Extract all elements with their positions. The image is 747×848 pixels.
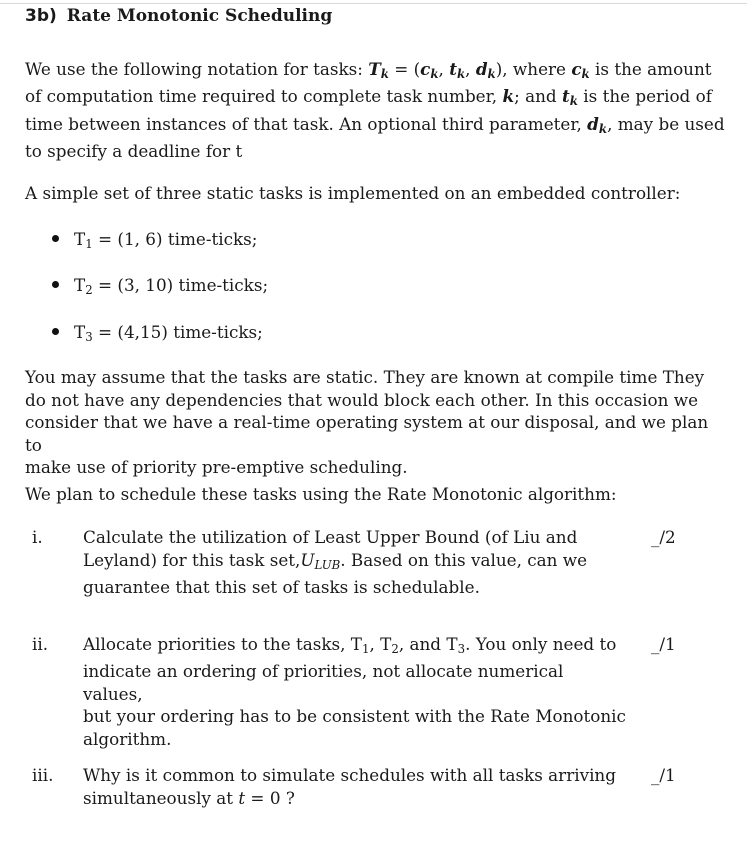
section-heading	[25, 6, 332, 26]
bullet-icon	[52, 281, 59, 288]
plan-text: We plan to schedule these tasks using the Rate Monotonic algorithm:	[25, 484, 617, 504]
question-1-text: Calculate the utilization of Least Upper Bound (of Liu and Leyland) for this task $set,U_{LUB}$. Based on this value, can we guarantee that this set of tasks is schedulable.	[83, 527, 588, 597]
top-divider	[0, 3, 747, 4]
question-3-number: iii.	[32, 765, 54, 785]
question-2-marks: _/1	[651, 634, 676, 654]
bullet-icon	[52, 235, 59, 242]
task-item-3: $T_3 = (4,15)$ time-ticks;	[52, 321, 263, 348]
intro-line-3: time between instances of that task. An optional third parameter, $d_k$, may be used	[25, 113, 725, 136]
question-3-text: Why is it common to simulate schedules with all tasks arriving simultaneously at t = 0 ?	[83, 765, 616, 808]
notation-paragraph	[25, 58, 725, 163]
intro-line-2: of computation time required to complete task number, k; and $t_k$ is the period of	[25, 86, 712, 109]
question-3-marks: _/1	[651, 765, 676, 785]
question-1-marks: _/2	[651, 527, 676, 547]
tasks-intro: A simple set of three static tasks is implemented on an embedded controller:	[25, 183, 681, 203]
intro-line-1: We use the following notation for tasks: $T_k = (c_k$, $t_k$, $d_k$), where $c_k$ is the amount	[25, 59, 712, 81]
question-2-number: ii.	[32, 634, 49, 654]
question-1-number: i.	[32, 527, 43, 547]
task-item-2: $T_2 = (3$, 10) time-ticks;	[52, 274, 268, 301]
question-2-text: Allocate priorities to the tasks, $T_1$, $T_2$, and $T_3$. You only need to indicate an ordering of priorities, not allocate numerical values, but your ordering has to be consistent with the Rate Monotonic algorithm.	[83, 634, 626, 749]
assumption-paragraph: You may assume that the tasks are static. They are known at compile time They do not have any dependencies that would block each other. In this occasion we consider that we have a real-time operating system at our disposal, and we plan to make use of priority pre-emptive scheduling.	[25, 367, 709, 477]
section-title: Rate Monotonic Scheduling	[66, 6, 333, 26]
task-item-1: $T_1 = (1$, 6) time-ticks;	[52, 228, 257, 255]
intro-line-4: to specify a deadline for t	[25, 141, 243, 162]
bullet-icon	[52, 328, 59, 335]
section-number: 3b)	[25, 6, 57, 26]
